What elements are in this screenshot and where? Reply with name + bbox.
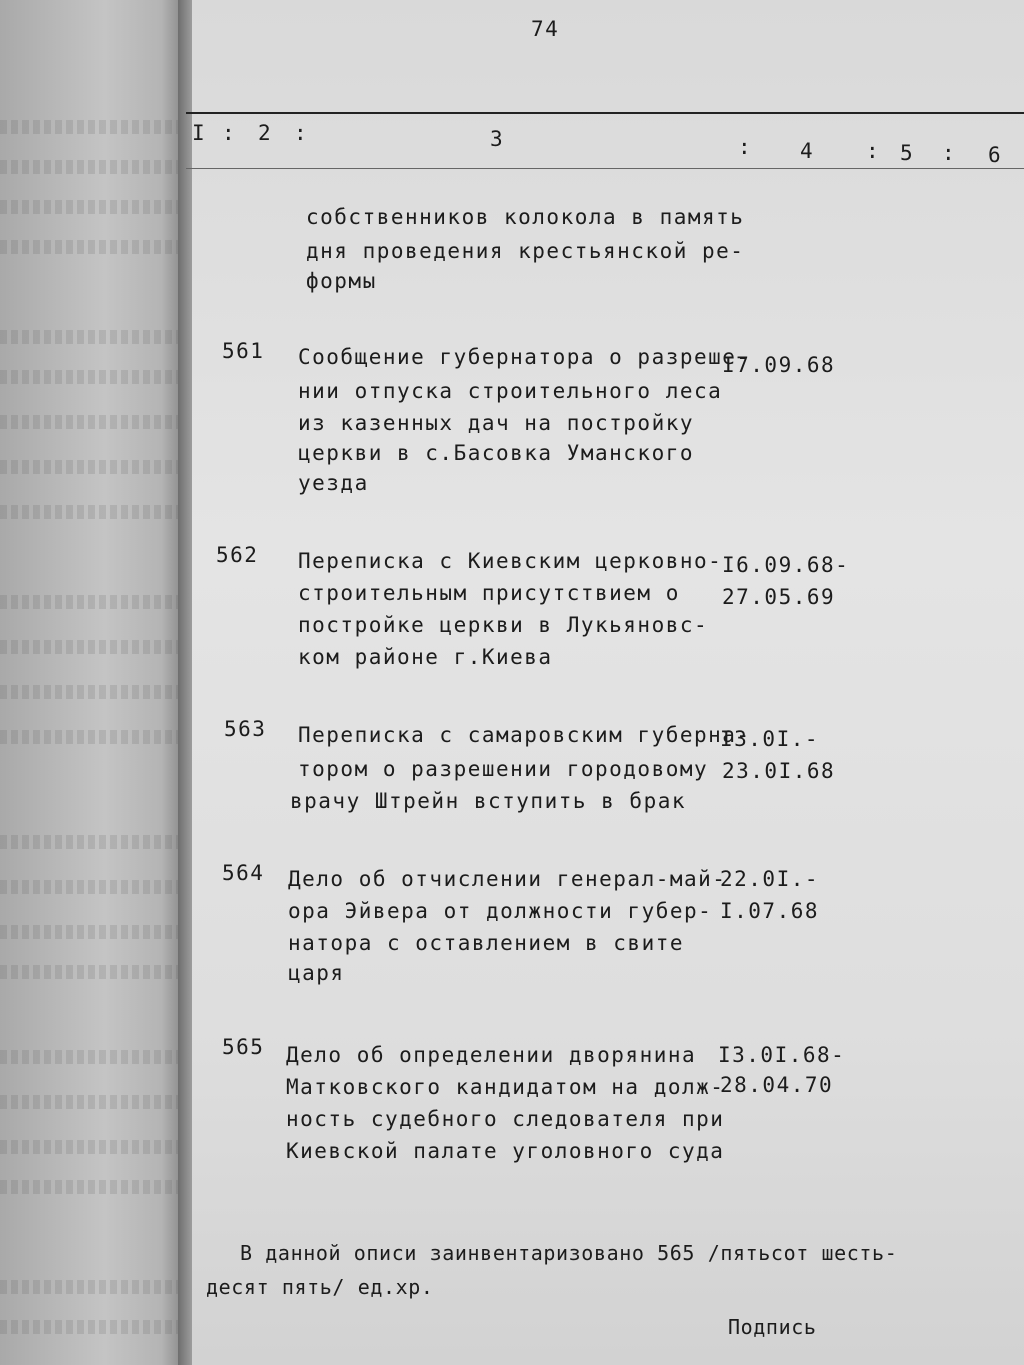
entry-title-line: тором о разрешении городовому <box>298 757 709 781</box>
entry-title-line: Матковского кандидатом на долж- <box>286 1075 725 1099</box>
entry-title-line: Дело об отчислении генерал-май- <box>288 867 727 891</box>
header-rule <box>186 112 1024 114</box>
entry-number: 561 <box>222 339 265 363</box>
entry-title-line: врачу Штрейн вступить в брак <box>290 789 687 813</box>
header-separator: : <box>866 139 881 163</box>
summary-line: В данной описи заинвентаризовано 565 /пятьсот шесть- <box>240 1241 898 1265</box>
continuation-line: дня проведения крестьянской ре- <box>306 239 745 263</box>
header-col-4: 4 <box>800 139 815 163</box>
entry-date: I3.0I.68- <box>718 1043 846 1067</box>
entry-title-line: Сообщение губернатора о разреше- <box>298 345 751 369</box>
entry-title-line: строительным присутствием о <box>298 581 680 605</box>
entry-title-line: Киевской палате уголовного суда <box>286 1139 725 1163</box>
header-col-1: I <box>192 121 207 145</box>
entry-date: I3.0I.- <box>720 727 820 751</box>
header-col-3: 3 <box>490 127 505 151</box>
header-bottom-rule <box>186 168 1024 169</box>
header-separator: : <box>294 121 309 145</box>
entry-number: 562 <box>216 543 259 567</box>
entry-title-line: уезда <box>298 471 369 495</box>
continuation-line: формы <box>306 269 377 293</box>
continuation-line: собственников колокола в память <box>306 205 745 229</box>
entry-title-line: постройке церкви в Лукьяновс- <box>298 613 709 637</box>
header-col-5: 5 <box>900 141 915 165</box>
entry-number: 563 <box>224 717 267 741</box>
header-col-6: 6 <box>988 143 1003 167</box>
entry-date: I7.09.68 <box>722 353 836 377</box>
entry-title-line: царя <box>288 961 345 985</box>
entry-title-line: ком районе г.Киева <box>298 645 553 669</box>
left-page-edge <box>0 0 190 1365</box>
entry-title-line: Переписка с самаровским губерна- <box>298 723 751 747</box>
entry-title-line: натора с оставлением в свите <box>288 931 685 955</box>
entry-title-line: из казенных дач на постройку <box>298 411 695 435</box>
entry-date: 27.05.69 <box>722 585 836 609</box>
entry-number: 565 <box>222 1035 265 1059</box>
entry-title-line: нии отпуска строительного леса <box>298 379 723 403</box>
header-separator: : <box>738 135 753 159</box>
entry-date: I6.09.68- <box>722 553 850 577</box>
header-separator: : <box>942 141 957 165</box>
header-col-2: 2 <box>258 121 273 145</box>
summary-line: десят пять/ ед.хр. <box>206 1275 434 1299</box>
entry-title-line: ора Эйвера от должности губер- <box>288 899 713 923</box>
entry-title-line: Дело об определении дворянина <box>286 1043 697 1067</box>
entry-date: 23.0I.68 <box>722 759 836 783</box>
signature-label: Подпись <box>728 1315 817 1339</box>
entry-date: I.07.68 <box>720 899 820 923</box>
entry-date: 28.04.70 <box>720 1073 834 1097</box>
entry-title-line: церкви в с.Басовка Уманского <box>298 441 695 465</box>
entry-date: 22.0I.- <box>720 867 820 891</box>
entry-number: 564 <box>222 861 265 885</box>
page-number: 74 <box>531 17 560 41</box>
header-separator: : <box>222 121 237 145</box>
entry-title-line: Переписка с Киевским церковно- <box>298 549 723 573</box>
entry-title-line: ность судебного следователя при <box>286 1107 725 1131</box>
